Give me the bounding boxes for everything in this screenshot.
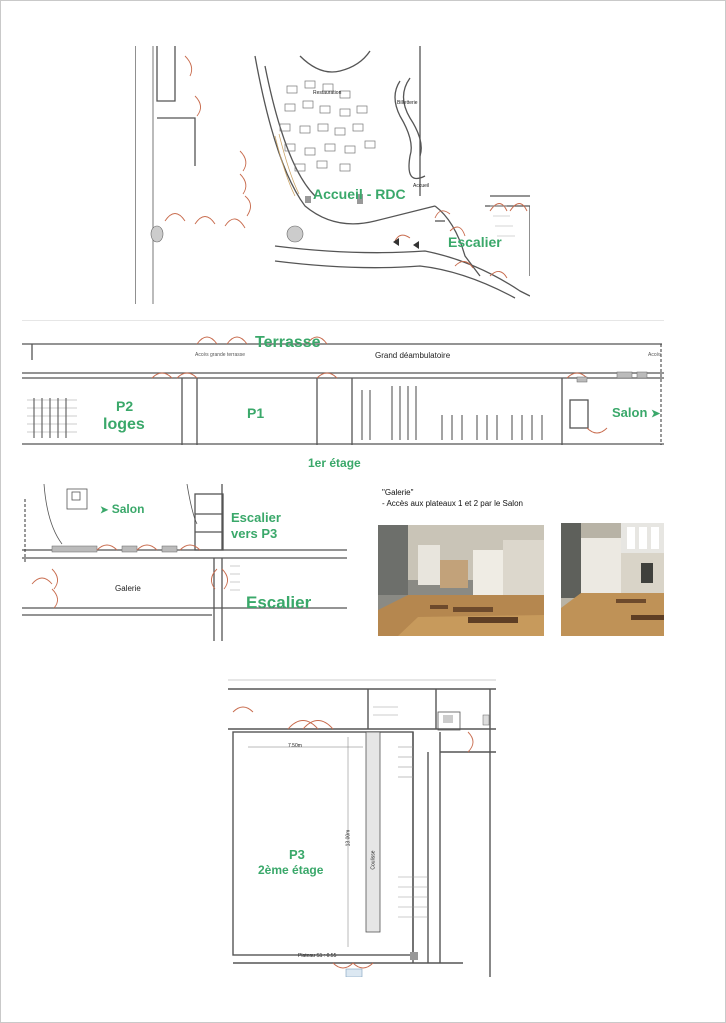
arrow-right-icon: ➤ bbox=[100, 505, 109, 516]
label-restauration: Restauration bbox=[313, 90, 342, 96]
label-salon-1er bbox=[612, 405, 660, 420]
label-2eme-etage: 2ème étage bbox=[258, 863, 324, 877]
galerie-photo-2 bbox=[561, 523, 664, 636]
label-loges: loges bbox=[103, 416, 145, 433]
label-acces-right: Accès bbox=[648, 352, 662, 358]
galerie-photo-1 bbox=[378, 525, 544, 636]
bottom-note-label: Plateau S1 : 0.55 bbox=[298, 953, 337, 959]
arrow-right-icon: ➤ bbox=[651, 408, 661, 420]
dim-width-label: 7.50m bbox=[288, 743, 302, 749]
plan-galerie bbox=[22, 484, 347, 641]
plan-rdc bbox=[135, 46, 530, 304]
label-escalier-galerie: Escalier bbox=[246, 593, 312, 612]
plan-1er-etage bbox=[22, 320, 664, 445]
coulisse-label: Coulisse bbox=[370, 850, 377, 870]
galerie-caption-line: - Accès aux plateaux 1 et 2 par le Salon bbox=[382, 499, 523, 508]
label-acces-terrasse: Accès grande terrasse bbox=[195, 352, 246, 358]
galerie-photo-2-drawing bbox=[561, 523, 664, 636]
label-escalier-vers-p3: Escalier vers P3 bbox=[231, 510, 281, 541]
galerie-photo-1-drawing bbox=[378, 525, 544, 636]
label-accueil-small: Accueil bbox=[413, 183, 430, 189]
label-galerie: Galerie bbox=[115, 584, 141, 593]
label-terrasse: Terrasse bbox=[255, 334, 321, 351]
plan-p3-drawing bbox=[228, 677, 496, 977]
dim-height-label: 13.00m bbox=[345, 829, 352, 847]
salon-label: Salon bbox=[111, 502, 145, 516]
label-p2: P2 bbox=[116, 398, 134, 414]
galerie-caption-title: "Galerie" bbox=[382, 488, 414, 497]
label-billetterie: Billetterie bbox=[397, 100, 418, 106]
label-1er-etage: 1er étage bbox=[308, 456, 361, 470]
label-salon-galerie bbox=[100, 502, 144, 516]
plan-galerie-drawing bbox=[22, 484, 347, 641]
label-accueil-rdc: Accueil - RDC bbox=[313, 186, 406, 202]
salon-label: Salon bbox=[612, 405, 648, 420]
label-p3: P3 bbox=[289, 847, 305, 862]
plan-rdc-drawing bbox=[135, 46, 530, 304]
label-p1: P1 bbox=[247, 405, 265, 421]
label-escalier-rdc: Escalier bbox=[448, 234, 502, 250]
plan-p3 bbox=[228, 677, 496, 977]
label-grand-deambulatoire: Grand déambulatoire bbox=[375, 351, 451, 360]
